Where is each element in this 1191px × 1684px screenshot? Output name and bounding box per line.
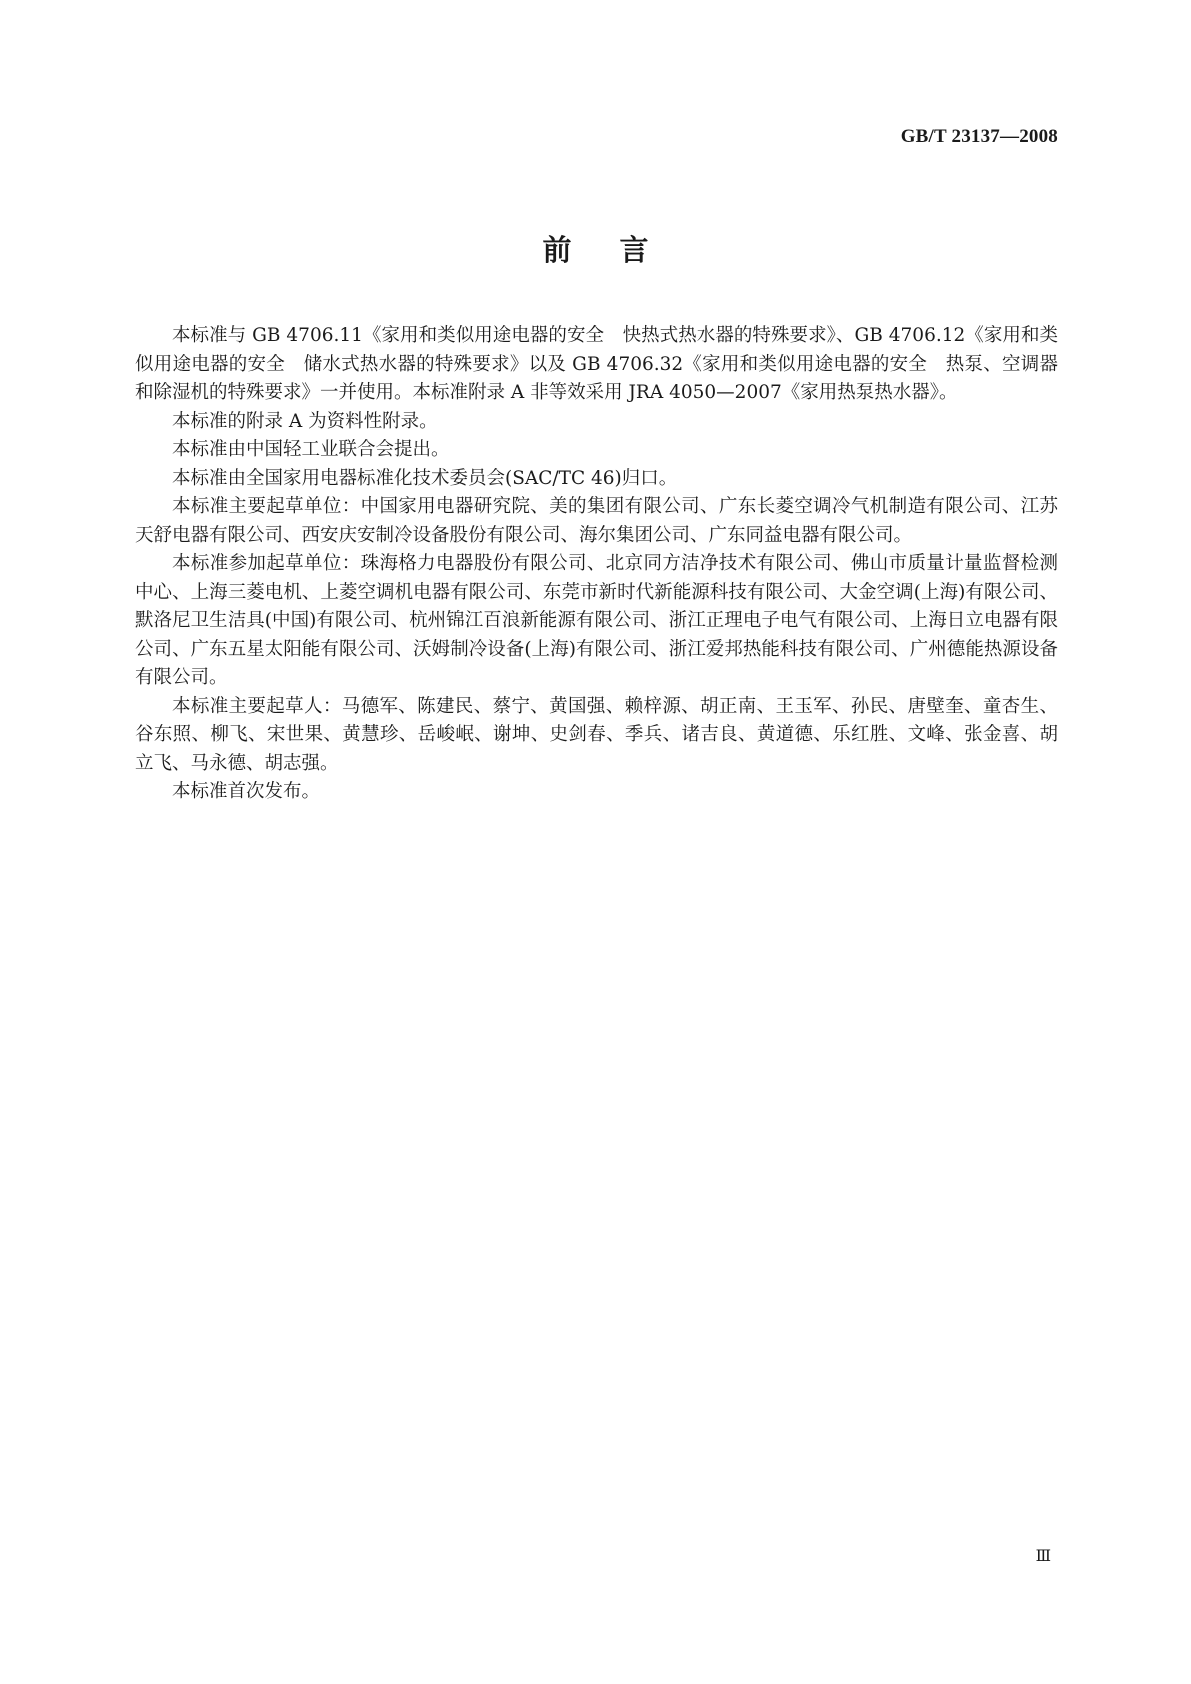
paragraph-first-release: 本标准首次发布。 — [172, 781, 321, 802]
foreword-body — [135, 322, 1058, 807]
page-title: 前言 — [542, 233, 697, 267]
paragraph-participating-org: 本标准参加起草单位：珠海格力电器股份有限公司、北京同方洁净技术有限公司、佛山市质量计量监督检测中心、上海三菱电机、上菱空调机电器有限公司、东莞市新时代新能源科技有限公司、大金空调(上海)有限公司、默洛尼卫生洁具(中国)有限公司、杭州锦江百浪新能源有限公司、浙江正理电子电气有限公司、上海日立电器有限公司、广东五星太阳能有限公司、沃姆制冷设备(上海)有限公司、浙江爱邦热能科技有限公司、广州德能热源设备有限公司。 — [135, 553, 1058, 688]
paragraph-usage: 本标准与 GB 4706.11《家用和类似用途电器的安全 快热式热水器的特殊要求》、GB 4706.12《家用和类似用途电器的安全 储水式热水器的特殊要求》以及 GB 4706.32《家用和类似用途电器的安全 热泵、空调器和除湿机的特殊要求》一并使用。本标准附录 A 非等效采用 JRA 4050—2007《家用热泵热水器》。 — [135, 325, 1059, 403]
paragraph-annex: 本标准的附录 A 为资料性附录。 — [172, 410, 438, 432]
paragraph-drafters: 本标准主要起草人：马德军、陈建民、蔡宁、黄国强、赖梓源、胡正南、王玉军、孙民、唐壁奎、童杏生、谷东照、柳飞、宋世果、黄慧珍、岳峻岷、谢坤、史剑春、季兵、诸吉良、黄道德、乐红胜、文峰、张金喜、胡立飞、马永德、胡志强。 — [135, 695, 1058, 774]
paragraph-main-drafters-org: 本标准主要起草单位：中国家用电器研究院、美的集团有限公司、广东长菱空调冷气机制造有限公司、江苏天舒电器有限公司、西安庆安制冷设备股份有限公司、海尔集团公司、广东同益电器有限公司。 — [135, 496, 1058, 546]
page-number: Ⅲ — [1035, 1548, 1051, 1565]
paragraph-proposer: 本标准由中国轻工业联合会提出。 — [172, 439, 450, 460]
standard-number: GB/T 23137—2008 — [900, 126, 1058, 147]
paragraph-committee: 本标准由全国家用电器标准化技术委员会(SAC/TC 46)归口。 — [172, 467, 678, 489]
